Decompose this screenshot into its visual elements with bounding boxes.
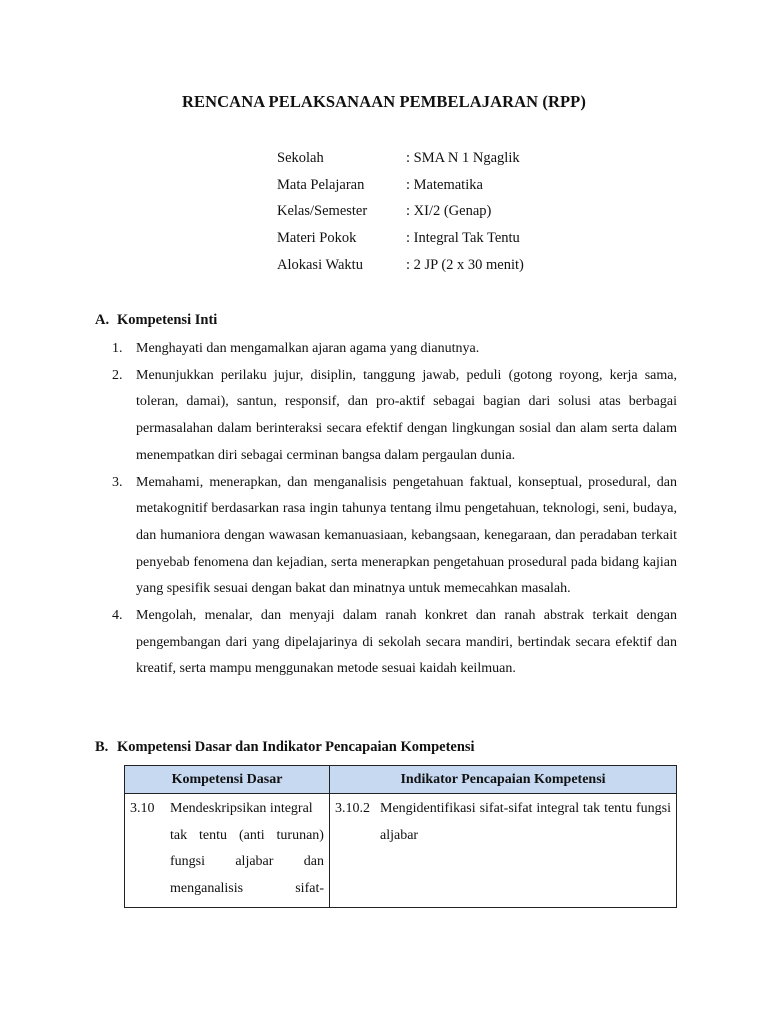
table-row (125, 794, 677, 908)
section-b-heading (95, 739, 475, 756)
list-item (112, 363, 677, 470)
list-item-number: 2. (112, 367, 123, 383)
table-header-row (125, 766, 677, 794)
kd-cell (125, 794, 330, 908)
info-row-kelas-semester (277, 203, 524, 230)
info-value: : Matematika (406, 176, 483, 193)
section-title: Kompetensi Dasar dan Indikator Pencapaian Kompetensi (117, 739, 475, 755)
info-row-sekolah (277, 150, 524, 177)
kd-ipk-table (124, 765, 677, 908)
info-value: : XI/2 (Genap) (406, 203, 492, 220)
kd-text (170, 796, 324, 903)
ipk-code: 3.10.2 (335, 801, 370, 816)
info-label: Sekolah (277, 150, 324, 166)
list-item-text: Memahami, menerapkan, dan menganalisis pengetahuan faktual, konseptual, prosedural, dan metakognitif berdasarkan rasa ingin tahunya tentang ilmu pengetahuan, teknologi, seni, budaya, dan humaniora dengan wawasan kemanuasiaan, kebangsaan, kenegaraan, dan peradaban terkait penyebab fenomena dan kejadian, serta menerapkan pengetahuan prosedural pada bidang kajian yang spesifik sesuai dengan bakat dan minatnya untuk memecahkan masalah. (136, 474, 677, 597)
info-value: : 2 JP (2 x 30 menit) (406, 256, 524, 273)
list-item-number: 1. (112, 341, 123, 356)
section-letter: A. (95, 312, 110, 328)
list-item-text: Menghayati dan mengamalkan ajaran agama yang dianutnya. (136, 341, 480, 356)
kd-line: fungsi aljabar dan (170, 854, 324, 870)
kd-line: menganalisis sifat- (170, 881, 324, 897)
document-title: RENCANA PELAKSANAAN PEMBELAJARAN (RPP) (182, 92, 586, 111)
kd-line: tak tentu (anti turunan) (170, 827, 324, 843)
kompetensi-inti-list (112, 336, 677, 683)
info-label: Materi Pokok (277, 230, 357, 247)
kd-line: Mendeskripsikan integral (170, 801, 313, 816)
info-row-mata-pelajaran (277, 177, 524, 204)
info-value: : SMA N 1 Ngaglik (406, 150, 520, 166)
info-label: Kelas/Semester (277, 203, 368, 220)
info-label: Mata Pelajaran (277, 176, 365, 193)
info-row-alokasi-waktu (277, 257, 524, 284)
list-item (112, 470, 677, 604)
table-header-kd: Kompetensi Dasar (125, 766, 330, 794)
section-a-heading (95, 312, 217, 329)
list-item (112, 336, 677, 363)
list-item-number: 3. (112, 474, 123, 490)
kd-code: 3.10 (130, 801, 155, 816)
ipk-text: Mengidentifikasi sifat-sifat integral tak tentu fungsi aljabar (380, 801, 671, 843)
list-item-text: Menunjukkan perilaku jujur, disiplin, tanggung jawab, peduli (gotong royong, kerja sama, toleran, damai), santun, responsif, dan pro-aktif sebagai bagian dari solusi atas berbagai permasalahan dalam berinteraksi secara efektif dengan lingkungan sosial dan alam serta dalam menempatkan diri sebagai cerminan bangsa dalam pergaulan dunia. (136, 367, 677, 463)
ipk-cell (330, 794, 677, 908)
section-title: Kompetensi Inti (117, 312, 218, 328)
info-label: Alokasi Waktu (277, 256, 363, 273)
section-letter: B. (95, 739, 109, 755)
list-item (112, 603, 677, 683)
list-item-text: Mengolah, menalar, dan menyaji dalam ranah konkret dan ranah abstrak terkait dengan pengembangan dari yang dipelajarinya di sekolah secara mandiri, bertindak secara efektif dan kreatif, serta mampu menggunakan metode sesuai kaidah keilmuan. (136, 608, 677, 677)
info-row-materi-pokok (277, 230, 524, 257)
info-block (277, 150, 524, 283)
info-value: : Integral Tak Tentu (406, 230, 520, 247)
table-header-ipk: Indikator Pencapaian Kompetensi (330, 766, 677, 794)
list-item-number: 4. (112, 608, 123, 624)
